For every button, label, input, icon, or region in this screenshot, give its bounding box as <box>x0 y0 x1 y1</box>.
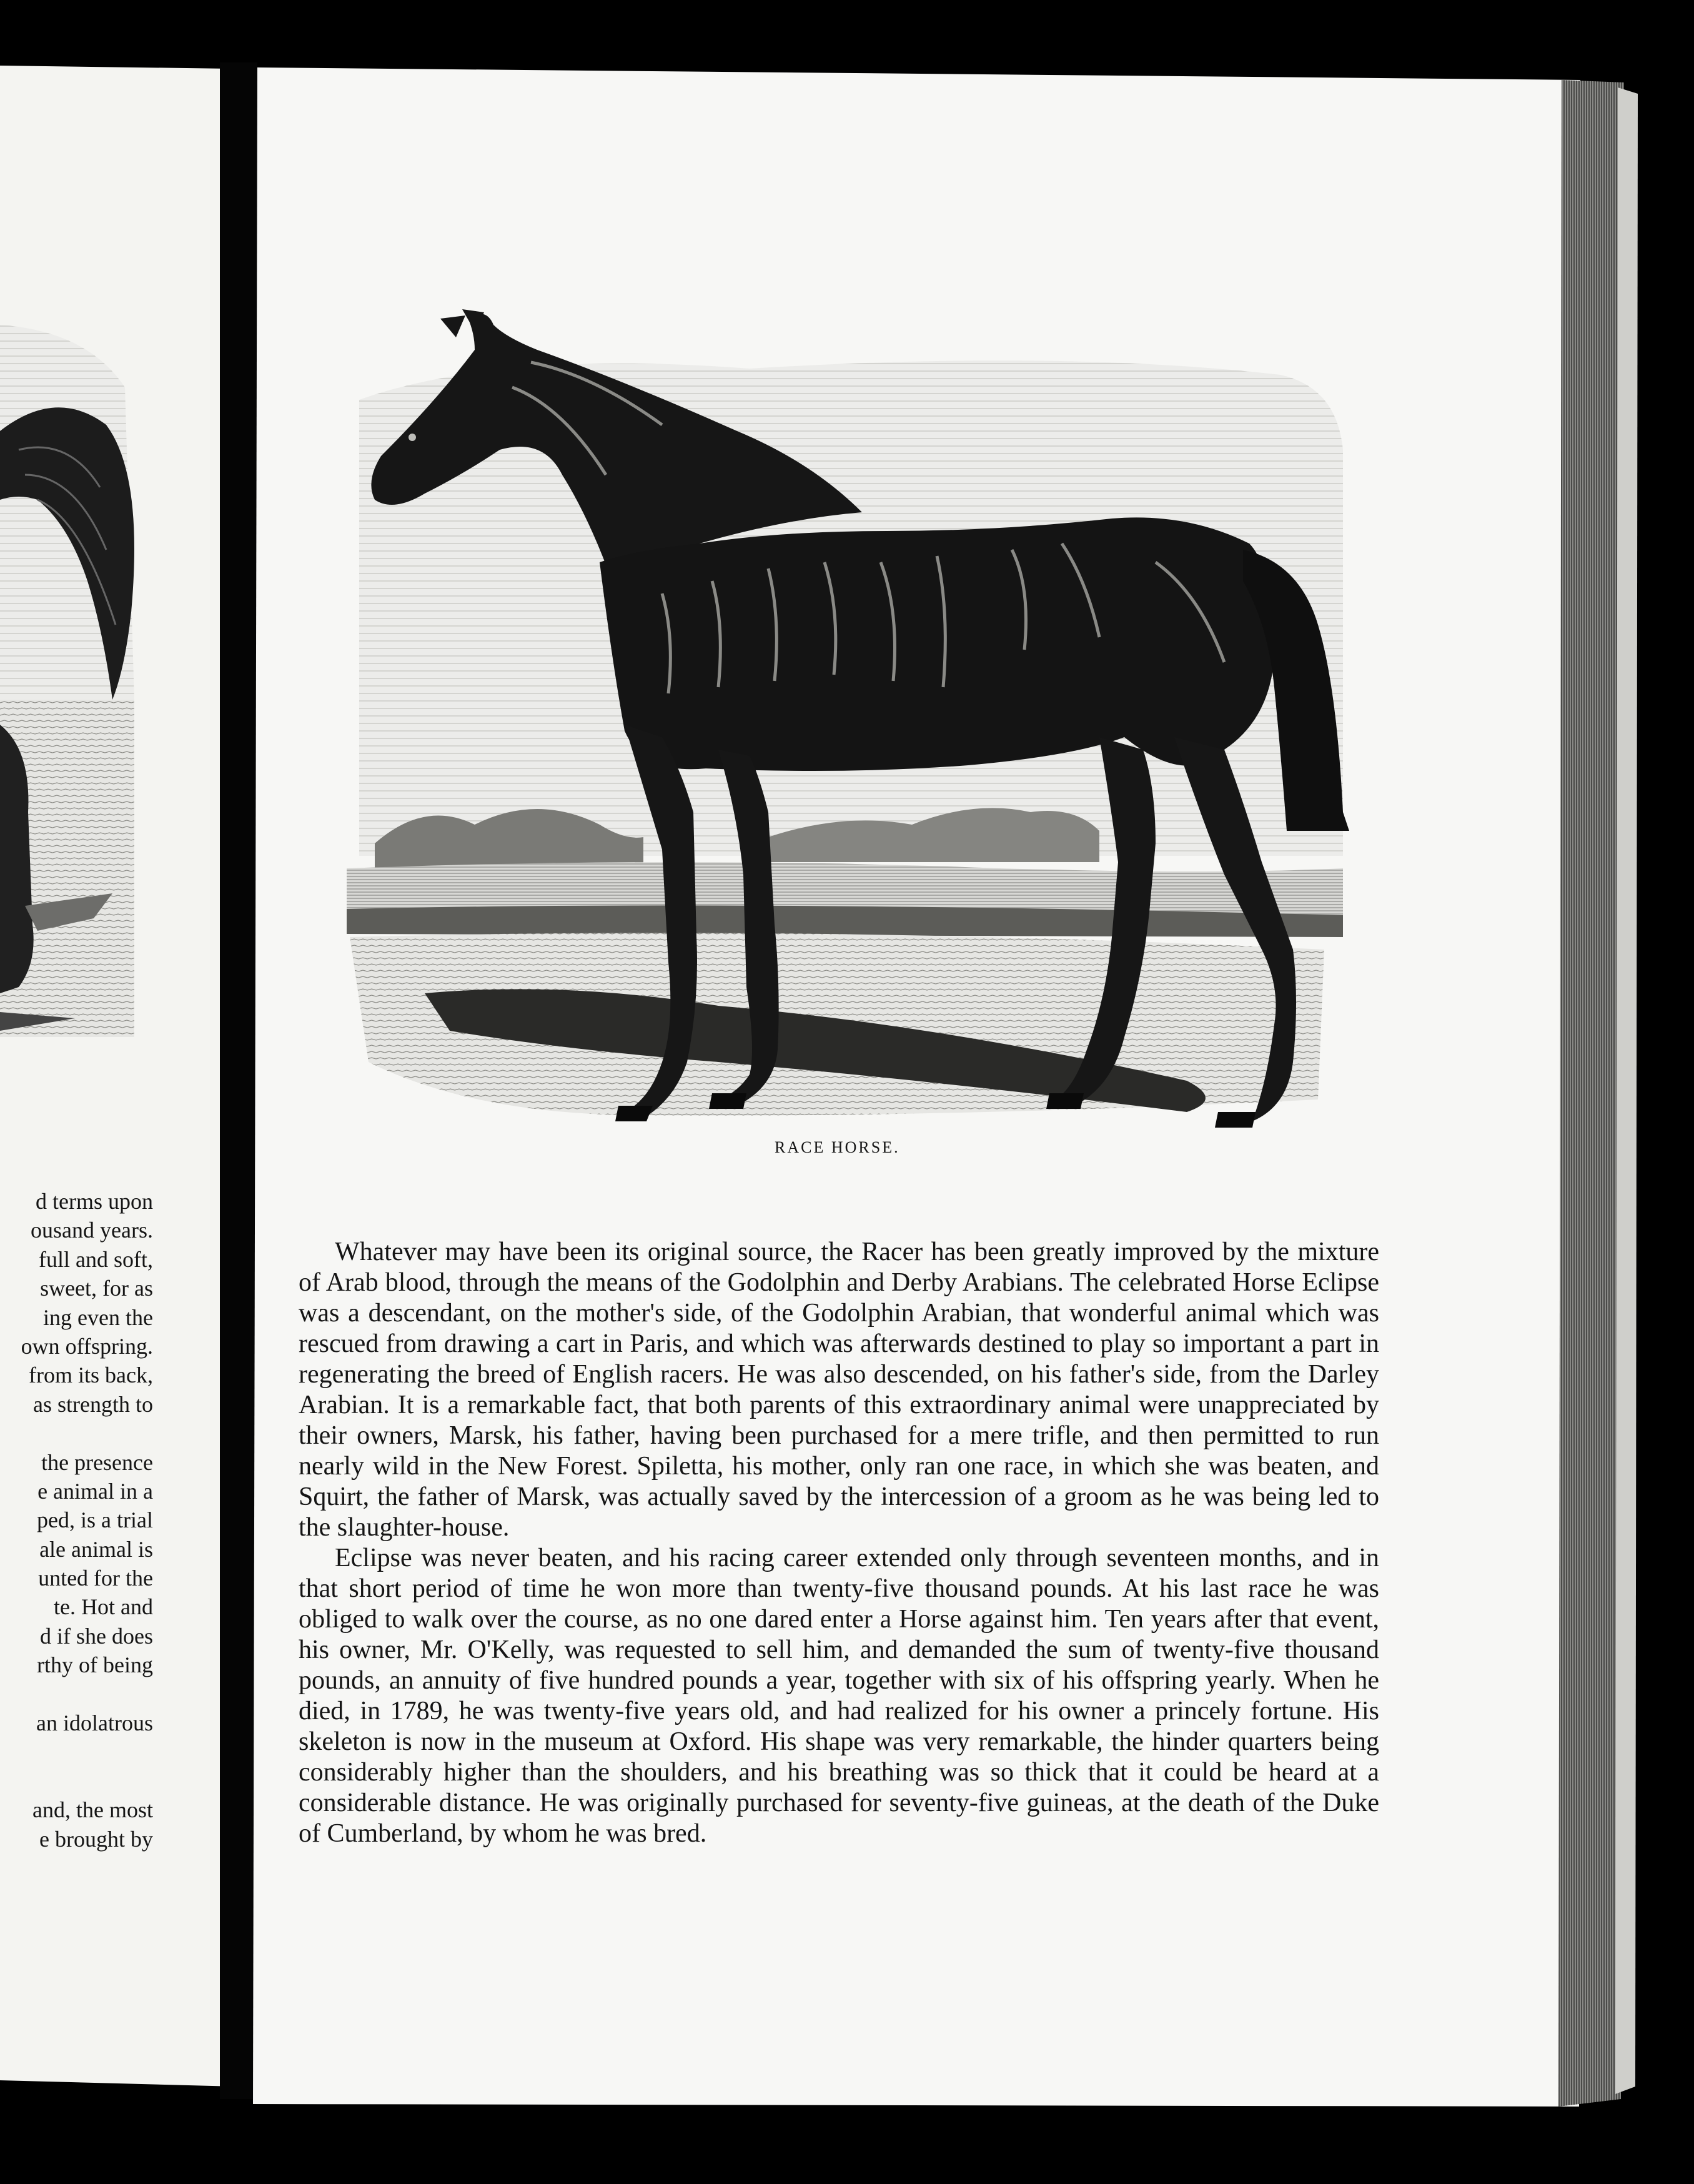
left-line: sweet, for as <box>40 1276 153 1301</box>
left-line: d if she does <box>40 1623 153 1649</box>
left-line: e brought by <box>39 1826 153 1852</box>
left-page-engraving <box>0 325 134 1037</box>
left-line: and, the most <box>32 1797 153 1823</box>
race-horse-engraving <box>347 309 1349 1128</box>
left-page-text <box>0 1187 153 1854</box>
left-line: unted for the <box>38 1566 153 1591</box>
left-line: te. Hot and <box>54 1594 153 1620</box>
paragraph: Eclipse was never beaten, and his racing career extended only through seventeen months, and in that short period of time he won more than twenty-five thousand pounds. At his last race he was obliged to walk over the course, as no one dared enter a Horse against him. Ten years after that event, his owner, Mr. O'Kelly, was requested to sell him, and demanded the sum of twenty-five thousand pounds, an annuity of five hundred pounds a year, together with six of his offspring yearly. When he died, in 1789, he was twenty-five years old, and had realized for his owner a princely fortune. His skeleton is now in the museum at Oxford. His shape was very remarkable, the hinder quarters being considerably higher than the shoulders, and his breathing was so thick that it could be heard at a considerable distance. He was originally purchased for seventy-five guineas, at the death of the Duke of Cumberland, by whom he was bred. <box>299 1544 1379 1848</box>
body-text <box>299 1237 1379 1849</box>
left-line: e animal in a <box>37 1478 153 1504</box>
gutter-shadow <box>220 62 257 2099</box>
left-line: full and soft, <box>39 1246 153 1272</box>
paragraph: Whatever may have been its original source, the Racer has been greatly improved by the mixture of Arab blood, through the means of the Godolphin and Derby Arabians. The celebrated Horse Eclipse was a descendant, on the mother's side, of the Godolphin Arabian, that wonderful animal which was rescued from drawing a cart in Paris, and which was afterwards destined to play so important a part in regenerating the breed of English racers. He was also descended, on his father's side, from the Darley Arabian. It is a remarkable fact, that both parents of this extraordinary animal were unappreciated by their owners, Marsk, his father, having been purchased for a mere trifle, and then permitted to run nearly wild in the New Forest. Spiletta, his mother, only ran one race, in which she was beaten, and Squirt, the father of Marsk, was actually saved by the intercession of a groom as he was being led to the slaughter-house. <box>299 1238 1379 1542</box>
left-line: ped, is a trial <box>37 1507 153 1533</box>
left-line: ousand years. <box>31 1218 153 1243</box>
left-line: from its back, <box>29 1363 153 1388</box>
left-line: as strength to <box>33 1391 153 1417</box>
left-line: rthy of being <box>37 1652 153 1678</box>
left-line: own offspring. <box>21 1333 153 1359</box>
engraving-caption: RACE HORSE. <box>775 1138 900 1156</box>
left-line: an idolatrous <box>36 1710 153 1736</box>
left-line: ale animal is <box>39 1536 153 1562</box>
left-line: ing even the <box>43 1304 153 1330</box>
left-line: the presence <box>41 1449 153 1475</box>
left-line: d terms upon <box>36 1189 153 1214</box>
